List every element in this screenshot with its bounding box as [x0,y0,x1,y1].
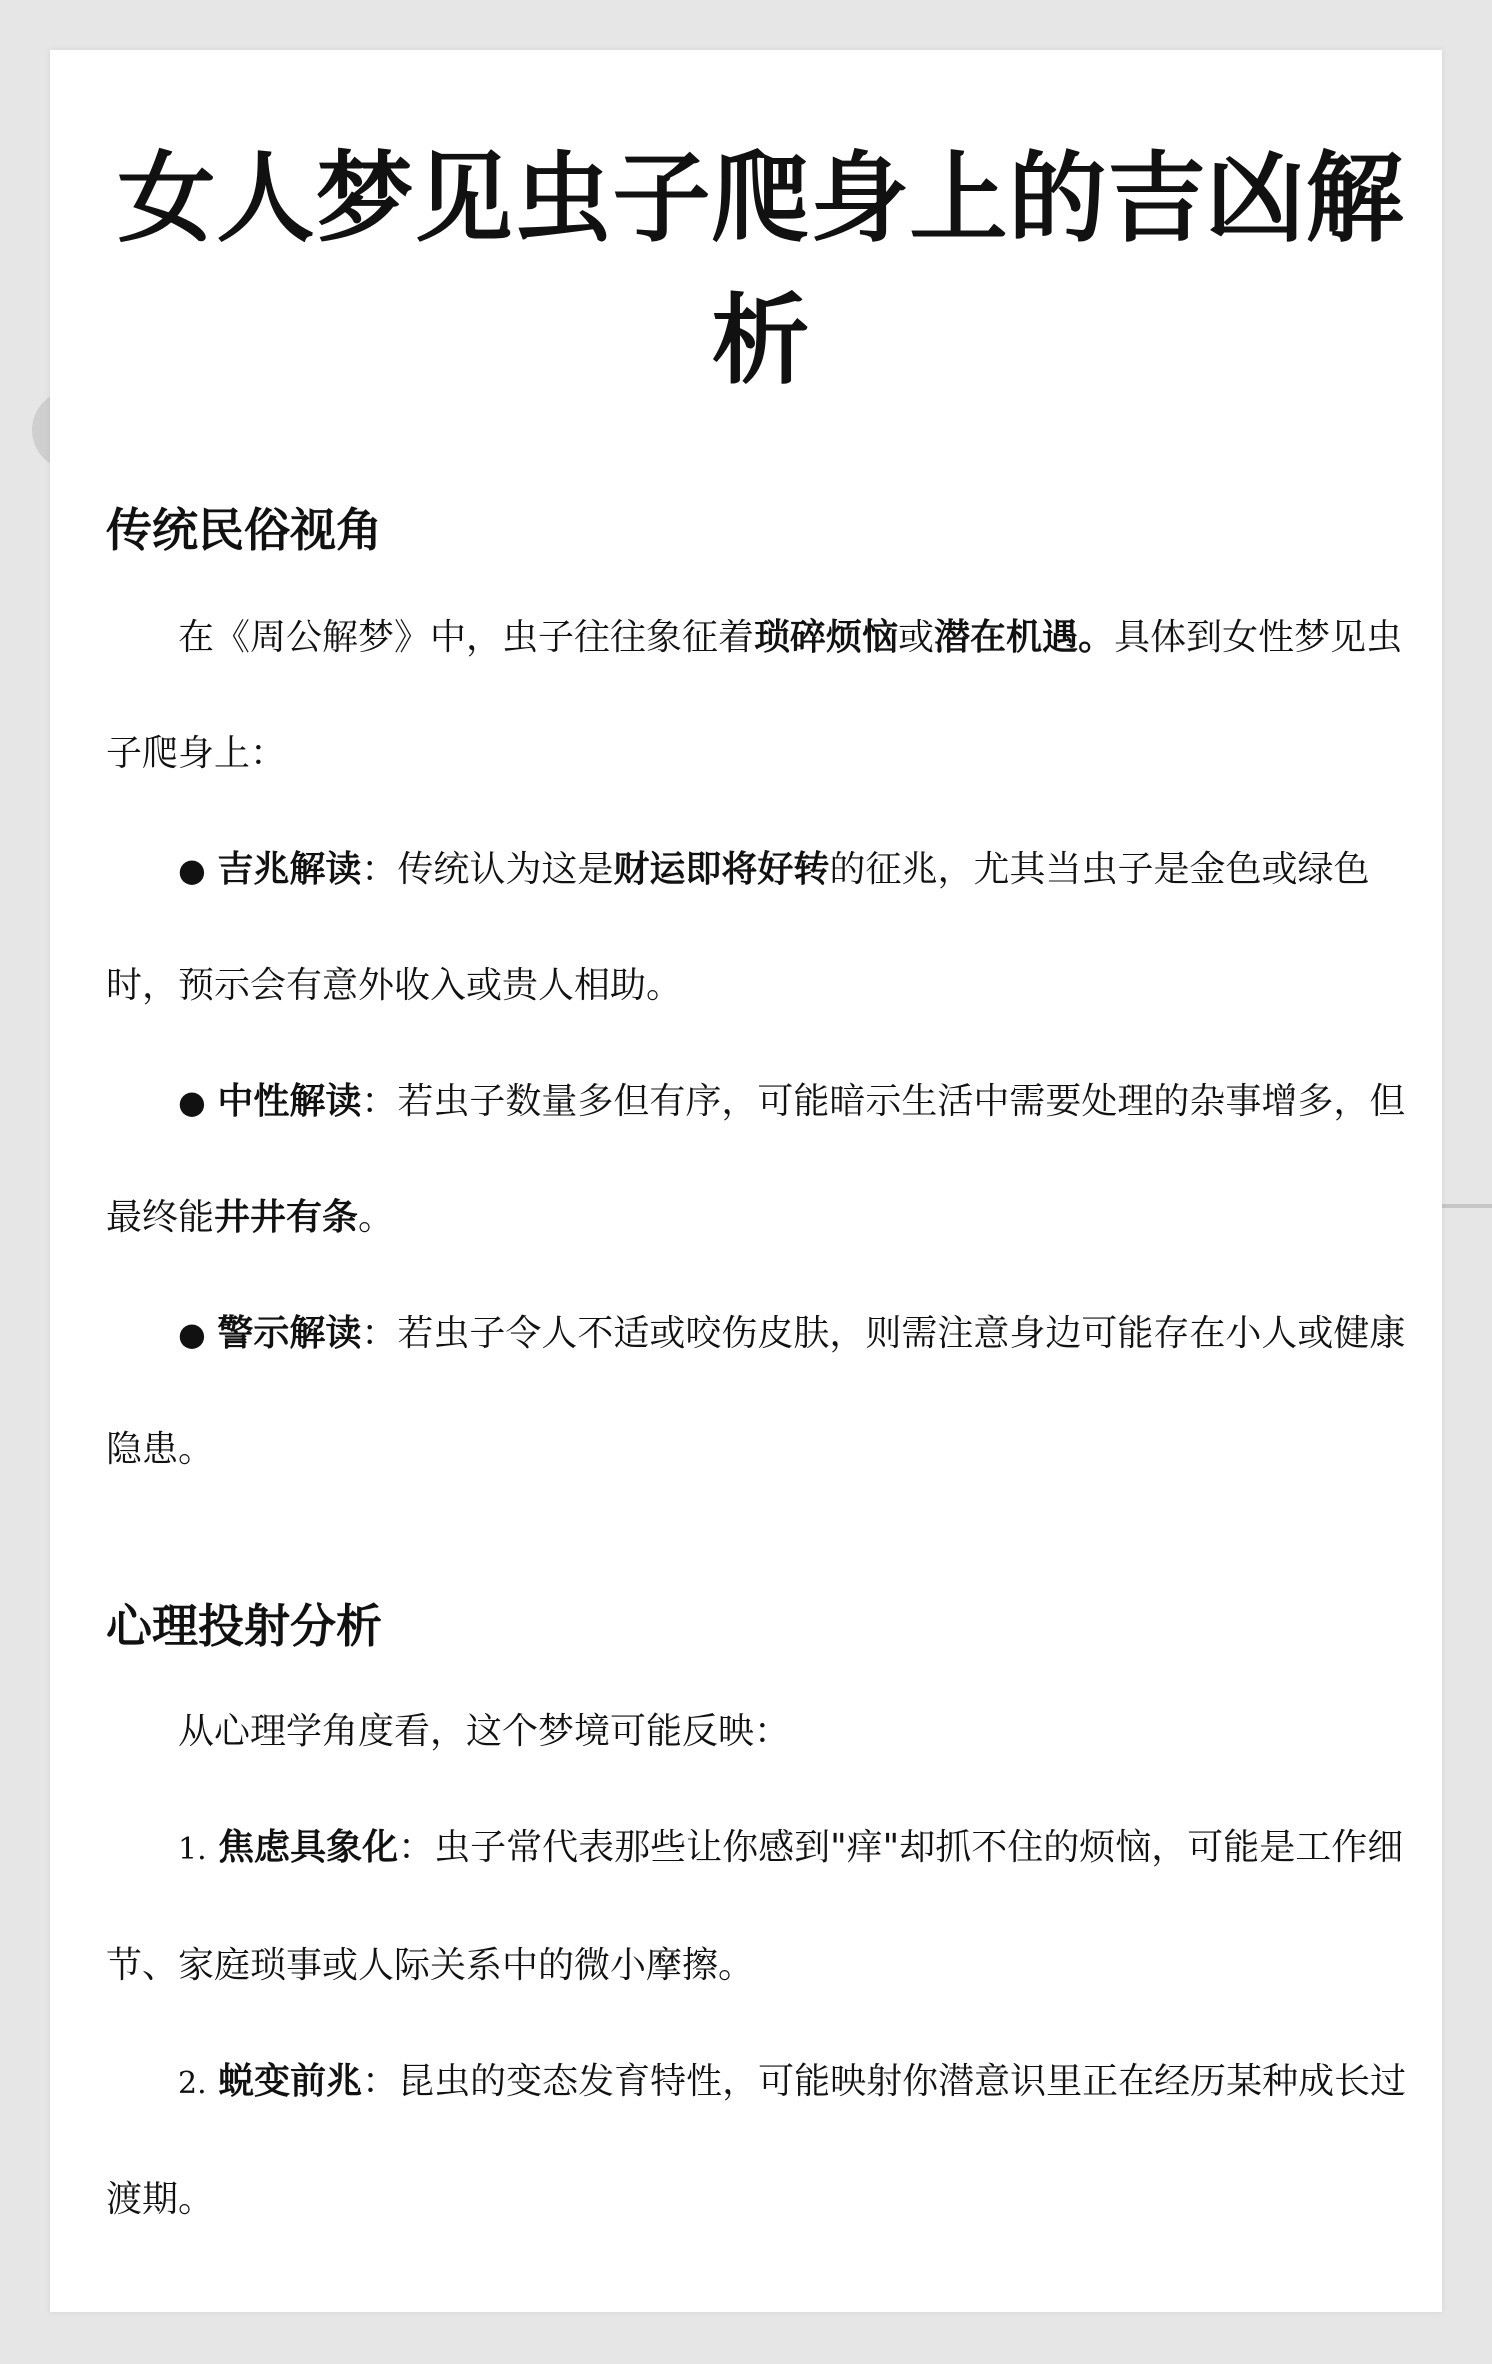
bullet-bold-text: 财运即将好转 [613,849,830,890]
section-intro-paragraph [106,580,1416,812]
section-heading: 心理投射分析 [106,1599,382,1653]
bullet-text: 若虫子数量多但有序，可能暗示生活中需要处理的杂事增多，但最终能 [106,1081,1406,1238]
bullet-dot-icon: ● [178,1083,206,1121]
intro-text: 在《周公解梦》中，虫子往往象征着 [178,617,755,658]
item-separator: ： [398,1827,435,1868]
bullet-dot-icon: ● [178,851,206,889]
item-text: 昆虫的变态发育特性，可能映射你潜意识里正在经历某种成长过渡期。 [106,2061,1407,2220]
item-label: 焦虑具象化 [218,1827,399,1868]
intro-bold-period: 。 [1078,617,1115,658]
section-psychology [106,1594,1416,2258]
item-label: 蜕变前兆 [218,2061,363,2102]
article-card [50,50,1442,2312]
article-content [106,128,1416,2258]
page-title: 女人梦见虫子爬身上的吉凶解析 [117,142,1405,398]
bullet-label: 中性解读 [217,1081,362,1122]
bullet-separator: ： [361,1313,398,1354]
bullet-label: 警示解读 [217,1313,362,1354]
bullet-text: 传统认为这是 [397,849,614,890]
bullet-item [106,812,1416,1044]
intro-text: 具体到女性梦见虫子爬身上： [106,617,1403,774]
item-text: 虫子常代表那些让你感到"痒"却抓不住的烦恼，可能是工作细节、家庭琐事或人际关系中的微小摩擦。 [106,1827,1404,1986]
bullet-item [106,1044,1416,1276]
bullet-label: 吉兆解读 [217,849,362,890]
numbered-item [106,2024,1416,2258]
item-number: 2. [178,2066,207,2101]
background-decoration [1440,1204,1492,1208]
intro-text: 或 [898,617,935,658]
bullet-separator: ： [361,1081,398,1122]
bullet-item [106,1276,1416,1508]
bullet-text: 。 [358,1197,395,1238]
intro-bold-trivial-worries: 琐碎烦恼 [754,617,899,658]
numbered-item [106,1790,1416,2024]
section-heading: 传统民俗视角 [106,503,382,557]
bullet-text: 的征兆，尤其当虫子是金色或绿色时，预示会有意外收入或贵人相助。 [106,849,1370,1006]
item-separator: ： [362,2061,399,2102]
section-intro-paragraph: 从心理学角度看，这个梦境可能反映： [178,1711,791,1752]
bullet-separator: ： [361,849,398,890]
bullet-dot-icon: ● [178,1315,206,1353]
bullet-text: 若虫子令人不适或咬伤皮肤，则需注意身边可能存在小人或健康隐患。 [106,1313,1406,1470]
intro-bold-potential-opportunity: 潜在机遇 [934,617,1079,658]
section-traditional [106,498,1416,1508]
item-number: 1. [178,1832,207,1867]
bullet-bold-text: 井井有条 [214,1197,359,1238]
